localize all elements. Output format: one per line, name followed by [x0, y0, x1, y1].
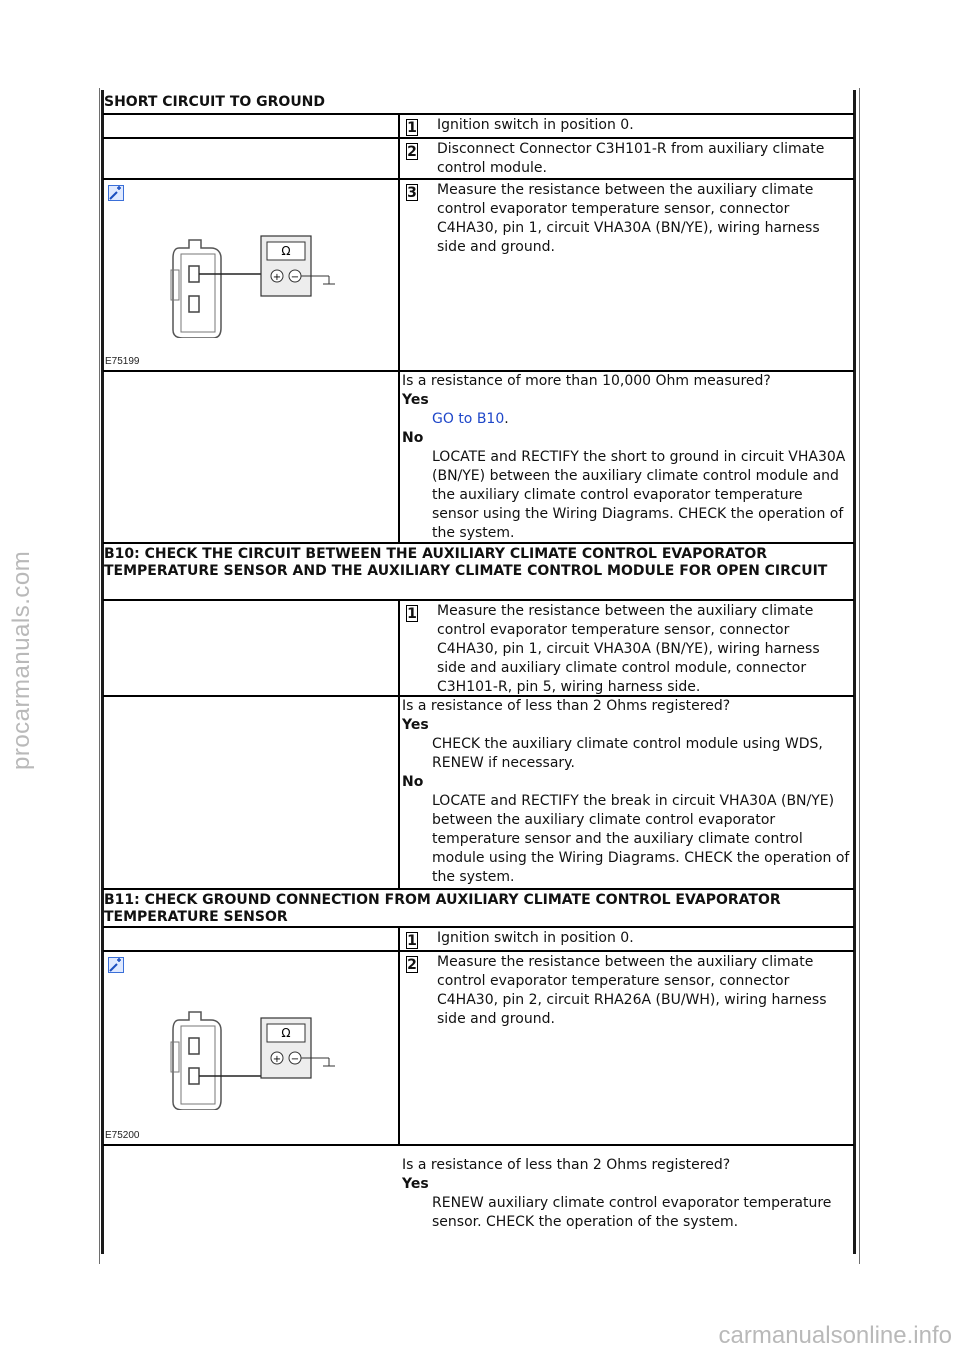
- question-text: Is a resistance of less than 2 Ohms registered?: [402, 1157, 731, 1173]
- step-text: Measure the resistance between the auxiliary climate control evaporator temperature sensor, connector C4HA30, pin 1, circuit VHA30A (BN/YE), wiring harness side and auxiliary climate control module, connector C3H101-R, pin 5, wiring harness side.: [437, 603, 820, 695]
- step-row: [103, 115, 854, 139]
- question-cell: [402, 697, 854, 888]
- step-text: Ignition switch in position 0.: [437, 930, 634, 946]
- step-cell: [402, 952, 854, 1144]
- no-label: No: [402, 430, 424, 446]
- question-cell: [402, 372, 854, 542]
- connector-measurement-diagram: [161, 990, 351, 1110]
- step-row: [103, 139, 854, 180]
- step-row: [103, 601, 854, 697]
- step-cell: [402, 601, 854, 695]
- step-text: Measure the resistance between the auxiliary climate control evaporator temperature sensor, connector C4HA30, pin 2, circuit RHA26A (BU/WH), wiring harness side and ground.: [437, 954, 827, 1027]
- question-row: [103, 372, 854, 544]
- section-title-b11: [103, 890, 854, 928]
- yes-answer: CHECK the auxiliary climate control module using WDS, RENEW if necessary.: [432, 736, 823, 771]
- step-row-with-figure: [103, 952, 854, 1146]
- zoom-figure-icon[interactable]: [108, 957, 124, 973]
- step-cell: [402, 928, 854, 950]
- figure-caption: E75200: [105, 1130, 140, 1141]
- step-cell: [402, 115, 854, 137]
- no-answer: LOCATE and RECTIFY the short to ground in circuit VHA30A (BN/YE) between the auxiliary climate control module and the auxiliary climate control evaporator temperature sensor using the Wiring Diagrams. CHECK the operation of the system.: [432, 449, 846, 541]
- yes-label: Yes: [402, 392, 429, 408]
- blank-cell: [103, 697, 400, 888]
- diagnostic-document: [103, 94, 854, 1254]
- figure-cell: [103, 180, 400, 370]
- blank-cell: [103, 115, 400, 137]
- question-text: Is a resistance of less than 2 Ohms registered?: [402, 698, 731, 714]
- blank-cell: [103, 928, 400, 950]
- step-number-badge: 1: [407, 120, 417, 136]
- step-row: [103, 928, 854, 952]
- yes-label: Yes: [402, 1176, 429, 1192]
- question-row: [103, 1146, 854, 1254]
- question-text: Is a resistance of more than 10,000 Ohm measured?: [402, 373, 771, 389]
- step-number-badge: 1: [407, 606, 417, 622]
- step-number-badge: 1: [407, 933, 417, 949]
- step-text: Ignition switch in position 0.: [437, 117, 634, 133]
- step-cell: [402, 180, 854, 370]
- section-title-text: B10: CHECK THE CIRCUIT BETWEEN THE AUXILIARY CLIMATE CONTROL EVAPORATOR TEMPERATURE SENSOR AND THE AUXILIARY CLIMATE CONTROL MODULE FOR OPEN CIRCUIT: [104, 546, 828, 579]
- section-title-short-circuit: [103, 94, 854, 115]
- blank-cell: [103, 372, 400, 542]
- blank-cell: [103, 1146, 400, 1254]
- blank-cell: [103, 139, 400, 178]
- meter-plus: +: [272, 272, 282, 283]
- step-text: Disconnect Connector C3H101-R from auxiliary climate control module.: [437, 141, 825, 176]
- watermark-procarmanuals: procarmanuals.com: [8, 550, 35, 770]
- section-title-b10: [103, 544, 854, 601]
- left-outer-rule: [99, 88, 100, 1264]
- step-cell: [402, 139, 854, 178]
- watermark-carmanualsonline: carmanualsonline.info: [718, 1322, 952, 1349]
- meter-minus: −: [290, 1054, 300, 1065]
- step-number-badge: 2: [407, 957, 417, 973]
- figure-caption: E75199: [105, 356, 140, 367]
- meter-minus: −: [290, 272, 300, 283]
- yes-label: Yes: [402, 717, 429, 733]
- step-row-with-figure: [103, 180, 854, 372]
- section-title-text: B11: CHECK GROUND CONNECTION FROM AUXILIARY CLIMATE CONTROL EVAPORATOR TEMPERATURE SENSOR: [104, 892, 781, 925]
- step-number-badge: 2: [407, 144, 417, 160]
- yes-punctuation: .: [504, 411, 509, 427]
- section-title-text: SHORT CIRCUIT TO GROUND: [104, 94, 326, 110]
- question-cell: [402, 1146, 854, 1254]
- figure-cell: [103, 952, 400, 1144]
- ohm-symbol: Ω: [281, 1026, 291, 1040]
- zoom-figure-icon[interactable]: [108, 185, 124, 201]
- step-number-badge: 3: [407, 185, 417, 201]
- step-text: Measure the resistance between the auxiliary climate control evaporator temperature sensor, connector C4HA30, pin 1, circuit VHA30A (BN/YE), wiring harness side and ground.: [437, 182, 820, 255]
- no-label: No: [402, 774, 424, 790]
- ohm-symbol: Ω: [281, 244, 291, 258]
- yes-answer: [402, 410, 850, 429]
- question-row: [103, 697, 854, 890]
- meter-plus: +: [272, 1054, 282, 1065]
- connector-measurement-diagram: [161, 218, 351, 338]
- no-answer: LOCATE and RECTIFY the break in circuit VHA30A (BN/YE) between the auxiliary climate control evaporator temperature sensor and the auxiliary climate control module using the Wiring Diagrams. CHECK the operation of the system.: [432, 793, 850, 885]
- yes-answer: RENEW auxiliary climate control evaporator temperature sensor. CHECK the operation of the system.: [432, 1195, 832, 1230]
- blank-cell: [103, 601, 400, 695]
- go-to-b10-link[interactable]: GO to B10: [432, 411, 505, 427]
- right-outer-rule: [859, 88, 860, 1264]
